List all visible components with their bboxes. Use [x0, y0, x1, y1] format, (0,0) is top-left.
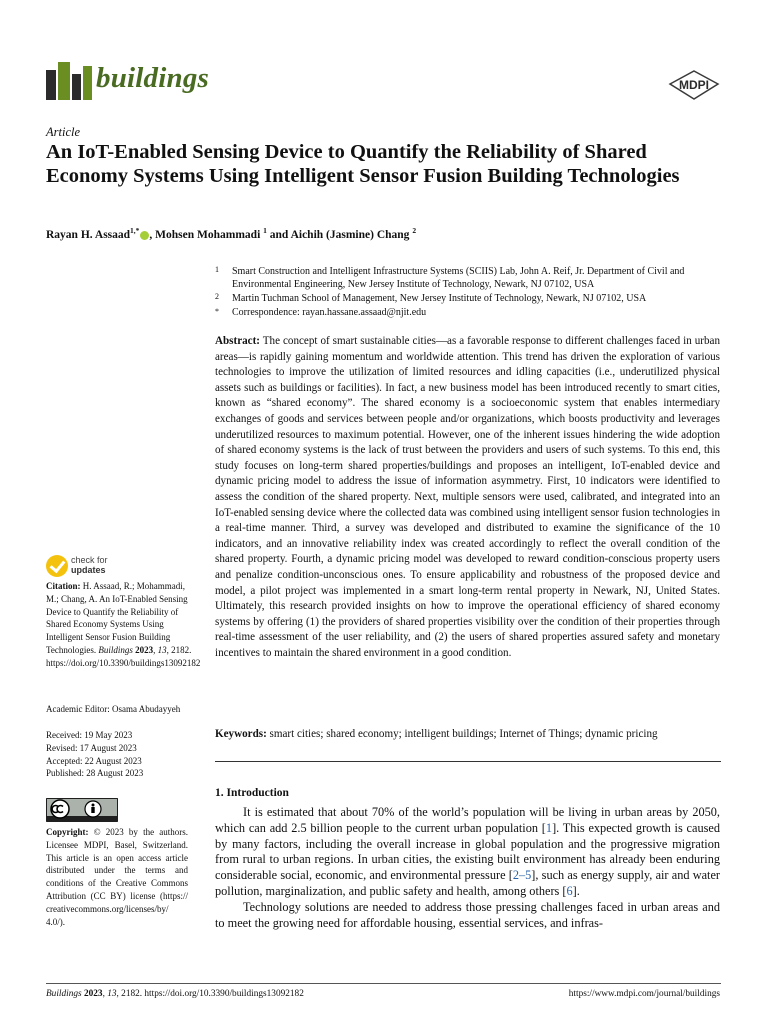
accepted-date: Accepted: 22 August 2023 [46, 755, 142, 766]
journal-name: buildings [96, 62, 210, 94]
mdpi-logo-icon [668, 70, 720, 100]
citation-volume: 13 [157, 644, 167, 655]
reference-link[interactable]: 2–5 [512, 868, 532, 883]
author-affiliation-mark: 1,* [130, 226, 140, 235]
affiliation-mark: * [215, 307, 219, 316]
affiliation-text: Martin Tuchman School of Management, New Jersey Institute of Technology, Newark, NJ 07102, USA [232, 293, 647, 304]
author-separator: and [266, 228, 291, 241]
reference-link[interactable]: 1 [545, 820, 553, 835]
footer-journal: Buildings [46, 989, 82, 999]
affiliations [215, 265, 720, 319]
paragraph-text: ]. [572, 883, 580, 898]
citation-journal: Buildings [98, 644, 133, 655]
affiliation-mark: 2 [215, 292, 219, 301]
introduction-body [215, 805, 720, 931]
paragraph: Technology solutions are needed to address those pressing challenges faced in urban areas and to meet the growing need for affordable housing, essential services, and infras- [215, 899, 720, 930]
footer-citation: Buildings 2023, 13, 2182. https://doi.org/10.3390/buildings13092182 [46, 989, 304, 999]
author-name[interactable]: Aichih (Jasmine) Chang [290, 228, 410, 241]
buildings-logo-icon [46, 60, 92, 100]
article-type: Article [46, 125, 81, 139]
citation-text: H. Assaad, R.; Mohammadi, M.; Chang, A. An IoT-Enabled Sensing Device to Quantify the Reliability of Shared Economy Systems Using Intelligent Sensor Fusion Building Technologies. [46, 581, 188, 655]
checkmark-icon [46, 555, 68, 577]
keywords [215, 727, 720, 743]
citation-label: Citation: [46, 581, 81, 591]
author-name[interactable]: Mohsen Mohammadi [155, 228, 261, 241]
correspondence-email[interactable]: Correspondence: rayan.hassane.assaad@njit.edu [232, 307, 427, 318]
author-name[interactable]: Rayan H. Assaad [46, 228, 131, 241]
affiliation-item [215, 292, 720, 305]
revised-date: Revised: 17 August 2023 [46, 742, 137, 753]
footer-divider [46, 983, 721, 984]
keywords-label: Keywords: [215, 728, 267, 740]
section-divider [215, 761, 721, 762]
citation-block: Citation: H. Assaad, R.; Mohammadi, M.; Chang, A. An IoT-Enabled Sensing Device to Quantify the Reliability of Shared Economy Systems Using Intelligent Sensor Fusion Building Technologies. Buildings 2023, 13, 2182. https://doi.org/10.3390/buildings13092182 [46, 581, 201, 668]
reference-link[interactable]: 6 [566, 883, 573, 898]
affiliation-item [215, 265, 720, 291]
author-affiliation-mark: 1 [263, 226, 267, 235]
affiliation-mark: 1 [215, 265, 219, 274]
copyright-text: © 2023 by the authors. Licensee MDPI, Basel, Switzerland. This article is an open access article distributed under the terms and conditions of the Creative Commons Attribution (CC BY) license (https:// creativecommons.org/licenses/by/ 4.0/). [46, 827, 189, 927]
journal-url-link[interactable]: https://www.mdpi.com/journal/buildings [568, 989, 720, 999]
author-list [46, 226, 726, 241]
affiliation-item [215, 306, 720, 319]
citation-year: 2023 [135, 644, 154, 655]
paragraph-text: ], such as energy supply, air and water pollution, marginalization, and public safety and health, among others [ [215, 868, 720, 898]
mdpi-logo-text: MDPI [679, 78, 709, 92]
paragraph-text: ]. This expected growth is caused by many factors, including the overall increase in global population and the progressive migration from rural to urban regions. In urban cities, the existing built environment has already been enduring considerable social, economic, and environmental pressure [ [215, 820, 721, 883]
publication-dates [46, 729, 196, 780]
received-date: Received: 19 May 2023 [46, 730, 133, 740]
section-heading: 1. Introduction [215, 787, 289, 799]
article-title: An IoT-Enabled Sensing Device to Quantify the Reliability of Shared Economy Systems Using Intelligent Sensor Fusion Building Technologies [46, 141, 680, 187]
footer-doi-link[interactable]: , 2182. https://doi.org/10.3390/buildings13092182 [116, 989, 304, 999]
check-updates-label: updates [71, 565, 106, 575]
footer-year: 2023 [83, 989, 103, 999]
academic-editor: Academic Editor: Osama Abudayyeh [46, 704, 181, 714]
paragraph [215, 805, 720, 900]
keywords-text: smart cities; shared economy; intelligent buildings; Internet of Things; dynamic pricing [269, 728, 658, 740]
author-affiliation-mark: 2 [412, 226, 417, 235]
author-separator: , [149, 228, 156, 241]
abstract-text: The concept of smart sustainable cities—as a favorable response to different challenges faced in urban areas—is rapidly gaining momentum and worldwide attention. This trend has driven the exploration of various technologies to improve the utilization of limited resources and idling capacities (i.e., underutilized physical assets such as buildings or facilities). In fact, a new business model has been introduced recently to smart cities, known as “shared economy”. The shared economy is a socioeconomic system that enables intermediary exchanges of goods and services between people and/or organizations, which boosts productivity and leverages underutilized resources to maximum potential. However, one of the inherent issues hindering the wide adoption of shared economy systems is the lack of trust between the providers and users of such systems. To this end, this study focuses on long-term shared properties/buildings and proposes an intelligent, IoT-enabled device and dynamic pricing model to address the issue of information asymmetry. First, 10 indicators were identified to assess the condition of the shared property. Next, multiple sensors were used, calibrated, and integrated into an IoT-enabled sensing device where the collected data was combined using intelligent sensor fusion technologies in a real-time manner. Third, a survey was developed and distributed to examine the significance of the 10 indicators, and an innovative reliability index was created accordingly to reflect the overall condition of the shared property. Fourth, a dynamic pricing model was developed to reward condition-conscious property users and penalize condition-unconscious ones. To ensure applicability and robustness of the proposed device and model, a pilot project was implemented in a smart long-term rental property in Newark, NJ, United States. Ultimately, this research provided insights on how to improve the operational efficiency of shared economy systems by offering (1) the providers of shared properties visibility over the condition of their properties through real-time assessment of the user reliability, and (2) the users of shared properties assured safety and monetary incentives to maintain the shared environment in a good condition. [215, 335, 720, 659]
abstract-label: Abstract: [215, 335, 260, 347]
abstract [215, 334, 720, 661]
copyright-label: Copyright: [46, 827, 89, 837]
citation-doi-link[interactable]: , 2182. https://doi.org/10.3390/buildings13092182 [46, 644, 201, 668]
paragraph-text: It is estimated that about 70% of the world’s population will be living in urban areas by 2050, which can add 2.5 billion people to the current urban population [ [215, 805, 720, 835]
check-updates-label: check for [71, 555, 108, 565]
check-for-updates-button[interactable] [46, 555, 166, 579]
footer-volume: 13 [107, 989, 117, 999]
copyright-notice [46, 826, 188, 928]
cc-by-license-icon[interactable] [46, 798, 118, 822]
published-date: Published: 28 August 2023 [46, 768, 144, 779]
affiliation-text: Smart Construction and Intelligent Infrastructure Systems (SCIIS) Lab, John A. Reif, Jr. Department of Civil and Environmental Engineering, New Jersey Institute of Technology, Newark, NJ 07102, USA [232, 266, 685, 290]
